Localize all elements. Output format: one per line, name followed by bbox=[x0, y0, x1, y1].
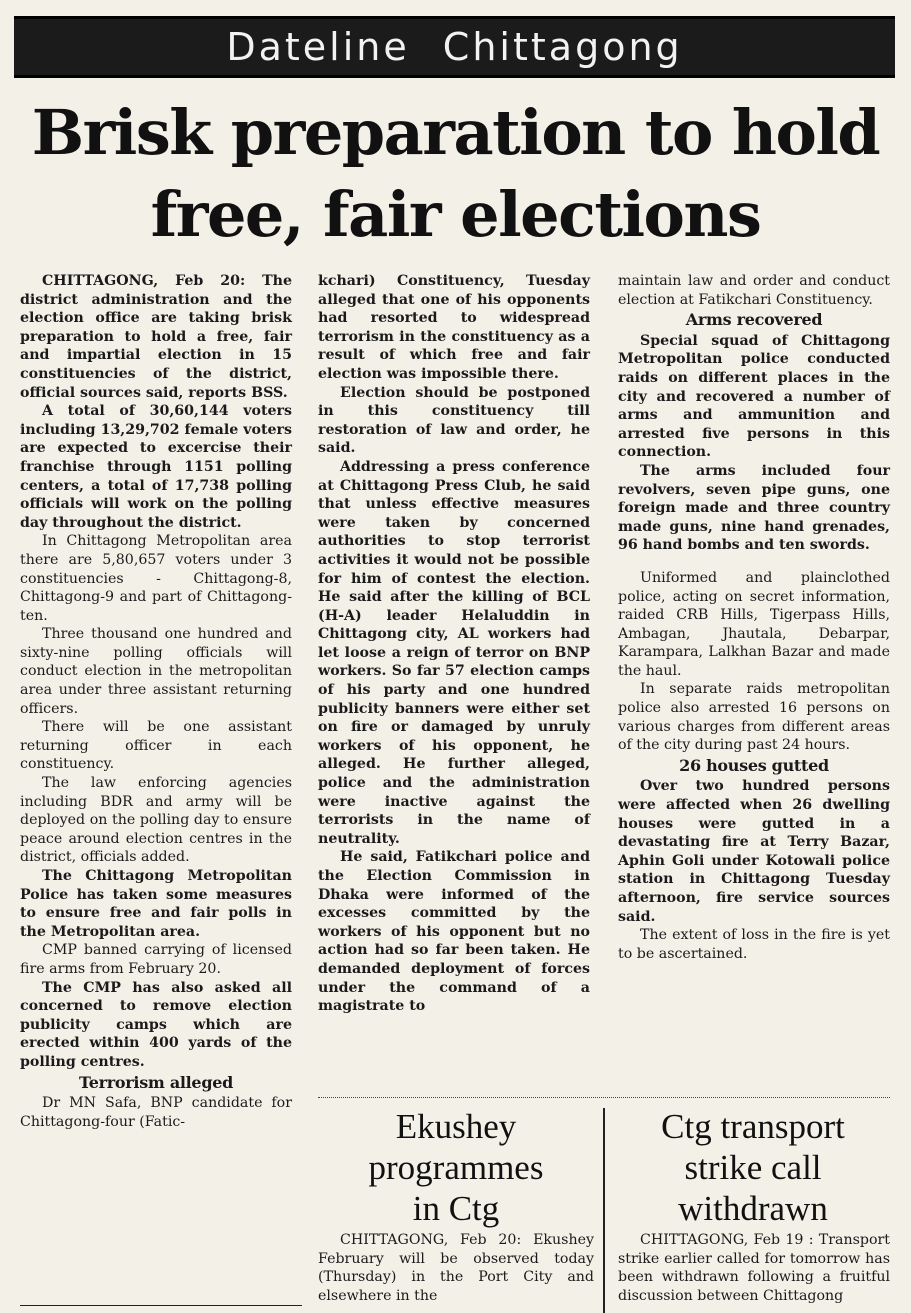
paragraph: The arms included four revolvers, seven pipe guns, one foreign made and three country made guns, nine hand grenades, 96 hand bombs and ten swords. bbox=[618, 462, 890, 554]
paragraph: maintain law and order and conduct election at Fatikchari Constituency. bbox=[618, 273, 890, 308]
subhead-arms: Arms recovered bbox=[685, 310, 823, 330]
transport-headline-line: strike call bbox=[684, 1148, 822, 1187]
paragraph: Dr MN Safa, BNP candidate for Chittagong-four (Fatic- bbox=[20, 1095, 292, 1130]
headline-line-1: Brisk preparation to hold bbox=[31, 96, 880, 169]
paragraph: CHITTAGONG, Feb 20: The district administration and the election office are taking brisk preparation to hold a free, fair and impartial election in 15 constituencies of the district, official sources said, reports BSS. bbox=[20, 273, 292, 401]
transport-headline bbox=[615, 1106, 891, 1229]
paragraph: The law enforcing agencies including BDR and army will be deployed on the polling day to ensure peace around election centres in the district, officials added. bbox=[20, 775, 292, 866]
subhead-terrorism: Terrorism alleged bbox=[79, 1072, 233, 1092]
article-column-2 bbox=[318, 272, 590, 1016]
paragraph: The CMP has also asked all concerned to remove election publicity camps which are erected within 400 yards of the polling centres. bbox=[20, 979, 292, 1070]
section-banner-title: Dateline Chittagong bbox=[226, 25, 683, 69]
paragraph: In Chittagong Metropolitan area there are 5,80,657 voters under 3 constituencies - Chittagong-8, Chittagong-9 and part of Chittagong-ten. bbox=[20, 533, 292, 624]
paragraph: Addressing a press conference at Chittagong Press Club, he said that unless effective measures were taken by concerned authorities to stop terrorist activities it would not be possible for him of contest the election. He said after the killing of BCL (H-A) leader Helaluddin in Chittagong city, AL workers had let loose a reign of terror on BNP workers. So far 57 election camps of his party and one hundred publicity banners were either set on fire or damaged by unruly workers of his opponent, he alleged. He further alleged, police and the administration were inactive against the terrorists in the name of neutrality. bbox=[318, 458, 590, 847]
paragraph: He said, Fatikchari police and the Election Commission in Dhaka were informed of the excesses committed by the workers of his opponent but no action had so far been taken. He demanded deployment of forces under the command of a magistrate to bbox=[318, 849, 590, 1015]
paragraph: Uniformed and plainclothed police, acting on secret information, raided CRB Hills, Tigerpass Hills, Ambagan, Jhautala, Debarpar, Karampara, Lalkhan Bazar and made the haul. bbox=[618, 569, 890, 679]
ekushey-headline-line: programmes bbox=[368, 1148, 544, 1187]
paragraph: Three thousand one hundred and sixty-nine polling officials will conduct election in the metropolitan area under three assistant returning officers. bbox=[20, 626, 292, 717]
main-headline bbox=[20, 92, 891, 256]
article-column-1 bbox=[20, 272, 292, 1131]
paragraph: The extent of loss in the fire is yet to be ascertained. bbox=[618, 927, 890, 962]
paragraph: CHITTAGONG, Feb 20: Ekushey February will be observed today (Thursday) in the Port City and elsewhere in the bbox=[318, 1232, 594, 1304]
paragraph: A total of 30,60,144 voters including 13,29,702 female voters are expected to excercise their franchise through 1151 polling centers, a total of 17,738 polling officials will work on the polling day throughout the district. bbox=[20, 403, 292, 531]
ekushey-headline-line: Ekushey bbox=[395, 1107, 517, 1146]
story-separator bbox=[318, 1097, 890, 1098]
transport-body bbox=[618, 1231, 890, 1311]
ekushey-headline bbox=[318, 1106, 594, 1229]
transport-headline-line: withdrawn bbox=[678, 1189, 828, 1228]
paragraph: Over two hundred persons were affected when 26 dwelling houses were gutted in a devastating fire at Terry Bazar, Aphin Goli under Kotowali police station in Chittagong Tuesday afternoon, fire service sources said. bbox=[618, 778, 890, 925]
headline-line-2: free, fair elections bbox=[150, 178, 761, 251]
ekushey-body bbox=[318, 1231, 594, 1311]
paragraph: CHITTAGONG, Feb 19 : Transport strike earlier called for tomorrow has been withdrawn following a fruitful discussion between Chittagong bbox=[618, 1232, 890, 1304]
bottom-rule bbox=[20, 1305, 302, 1306]
transport-headline-line: Ctg transport bbox=[661, 1107, 845, 1146]
section-banner bbox=[14, 16, 895, 78]
subhead-houses: 26 houses gutted bbox=[679, 755, 829, 775]
paragraph: kchari) Constituency, Tuesday alleged that one of his opponents had resorted to widespread terrorism in the constituency as a result of which free and fair election was impossible there. bbox=[318, 273, 590, 382]
paragraph: CMP banned carrying of licensed fire arms from February 20. bbox=[20, 942, 292, 977]
paragraph: Special squad of Chittagong Metropolitan police conducted raids on different places in the city and recovered a number of arms and ammunition and arrested five persons in this connection. bbox=[618, 332, 890, 461]
column-rule bbox=[603, 1108, 605, 1313]
article-column-3 bbox=[618, 272, 890, 963]
paragraph: There will be one assistant returning officer in each constituency. bbox=[20, 719, 292, 773]
paragraph: The Chittagong Metropolitan Police has taken some measures to ensure free and fair polls in the Metropolitan area. bbox=[20, 868, 292, 940]
ekushey-headline-line: in Ctg bbox=[412, 1189, 500, 1228]
paragraph: Election should be postponed in this constituency till restoration of law and order, he said. bbox=[318, 384, 590, 457]
paragraph: In separate raids metropolitan police also arrested 16 persons on various charges from different areas of the city during past 24 hours. bbox=[618, 681, 890, 754]
